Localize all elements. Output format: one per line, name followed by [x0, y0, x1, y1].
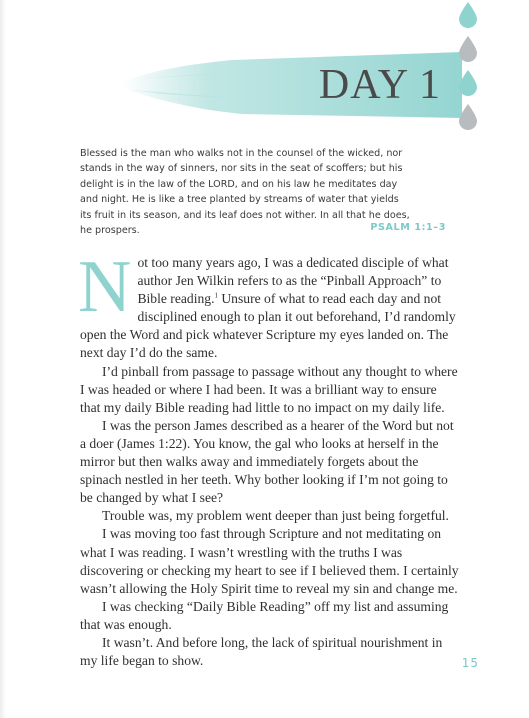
paragraph: Trouble was, my problem went deeper than just being forgetful.	[102, 508, 449, 524]
page-number: 15	[461, 656, 479, 670]
body-text	[78, 246, 460, 670]
water-drop-icon	[458, 104, 478, 130]
verse-line: stands in the way of sinners, nor sits in the seat of scoffers; but his	[80, 163, 403, 175]
paragraph: I was the person James described as a hearer of the Word but not a doer (James 1:22). You know, the gal who looks at herself in the mirror but then walks away and immediately forgets about the spinach nestled in her teeth. Why bother looking if I’m not going to be changed by what I see?	[80, 417, 454, 506]
verse-line: he prospers.	[80, 225, 140, 237]
paragraph: I’d pinball from passage to passage without any thought to where I was headed or where I had been. It was a brilliant way to ensure that my daily Bible reading had little to no impact on my daily life.	[80, 363, 458, 415]
verse-line: and night. He is like a tree planted by streams of water that yields	[80, 194, 399, 206]
water-drop-icon	[458, 2, 478, 28]
verse-reference: PSALM 1:1–3	[370, 222, 446, 233]
drop-cap: N	[78, 246, 132, 328]
page-edge	[0, 0, 6, 718]
water-drop-icon	[458, 70, 478, 96]
paragraph: I was moving too fast through Scripture and not meditating on what I was reading. I wasn’t wrestling with the truths I was discovering or checking my heart to see if I believed them. I certainly wasn’t allowing the Holy Spirit time to reveal my sin and change me.	[80, 526, 459, 596]
water-drops	[455, 0, 481, 140]
paragraph: Not too many years ago, I was a dedicated disciple of what author Jen Wilkin refers to as the “Pinball Approach” to Bible reading.$^1$ Unsure of what to read each day and not disciplined enough to plan it out beforehand, I’d randomly open the Word and pick whatever Scripture my eyes landed on. The next day I’d do the same.	[78, 246, 456, 361]
day-title: DAY 1	[318, 62, 441, 108]
paragraph: It wasn’t. And before long, the lack of spiritual nourishment in my life began to show.	[80, 634, 443, 669]
water-drop-icon	[458, 36, 478, 62]
verse-line: its fruit in its season, and its leaf does not wither. In all that he does,	[80, 209, 410, 221]
paragraph: I was checking “Daily Bible Reading” off my list and assuming that was enough.	[80, 598, 449, 632]
verse-line: delight is in the law of the LORD, and on his law he meditates day	[80, 178, 398, 190]
footnote-mark: 1	[214, 291, 218, 300]
verse-line: Blessed is the man who walks not in the counsel of the wicked, nor	[80, 148, 403, 159]
